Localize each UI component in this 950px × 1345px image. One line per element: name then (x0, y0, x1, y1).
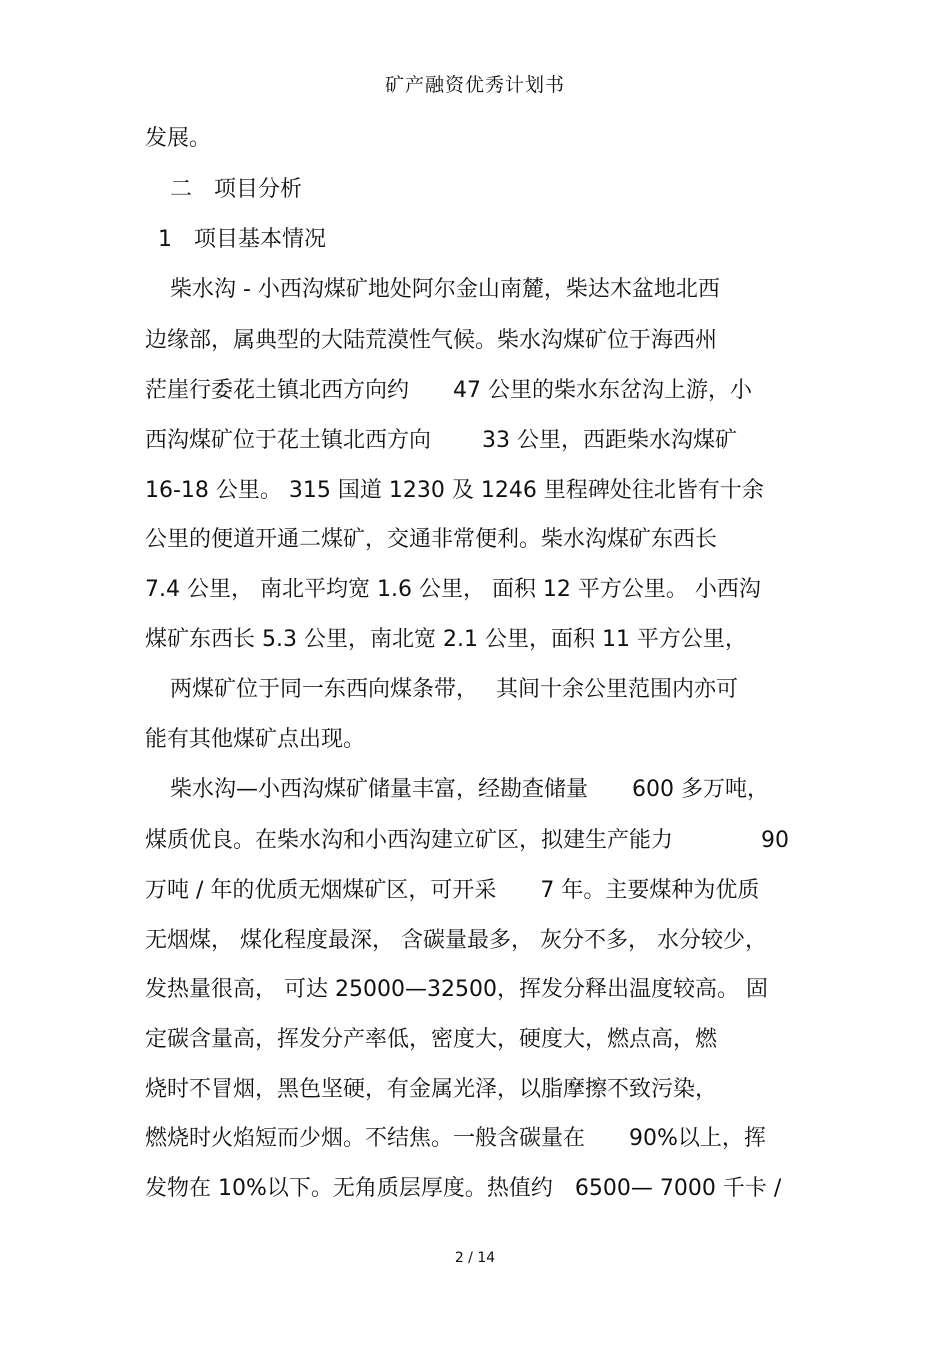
text-line: 万吨 / 年的优质无烟煤矿区，可开采 7 年。主要煤种为优质 (145, 878, 760, 903)
text-line: 发热量很高， 可达 25000—32500，挥发分释出温度较高。 固 (145, 977, 768, 1002)
text-line: 发物在 10%以下。无角质层厚度。热值约 6500— 7000 千卡 / (145, 1176, 782, 1201)
text-line: 西沟煤矿位于花土镇北西方向 33 公里，西距柴水沟煤矿 (145, 428, 737, 453)
text-line: 柴水沟 - 小西沟煤矿地处阿尔金山南麓，柴达木盆地北西 (170, 277, 720, 302)
text-line: 发展。 (145, 126, 212, 151)
text-line: 16-18 公里。 315 国道 1230 及 1246 里程碑处往北皆有十余 (145, 478, 764, 503)
text-line: 边缘部，属典型的大陆荒漠性气候。柴水沟煤矿位于海西州 (145, 328, 718, 353)
text-line: 茫崖行委花土镇北西方向约 47 公里的柴水东岔沟上游，小 (145, 378, 752, 403)
section-heading: 二 项目分析 (170, 177, 303, 202)
page-number: 2 / 14 (454, 1250, 496, 1266)
text-line: 燃烧时火焰短而少烟。不结焦。一般含碳量在 90%以上，挥 (145, 1126, 766, 1151)
document-header-title: 矿产融资优秀计划书 (384, 74, 565, 96)
text-line: 煤质优良。在柴水沟和小西沟建立矿区，拟建生产能力 90 (145, 828, 789, 853)
text-line: 无烟煤， 煤化程度最深， 含碳量最多， 灰分不多， 水分较少， (145, 928, 767, 953)
text-line: 两煤矿位于同一东西向煤条带， 其间十余公里范围内亦可 (170, 677, 738, 702)
subsection-heading: 1 项目基本情况 (158, 227, 326, 252)
text-line: 定碳含量高，挥发分产率低，密度大，硬度大，燃点高，燃 (145, 1027, 718, 1052)
text-line: 能有其他煤矿点出现。 (145, 727, 366, 752)
text-line: 公里的便道开通二煤矿，交通非常便利。柴水沟煤矿东西长 (145, 527, 718, 552)
text-line: 7.4 公里， 南北平均宽 1.6 公里， 面积 12 平方公里。 小西沟 (145, 577, 761, 602)
text-line: 柴水沟—小西沟煤矿储量丰富，经勘查储量 600 多万吨， (170, 777, 769, 802)
text-line: 煤矿东西长 5.3 公里，南北宽 2.1 公里，面积 11 平方公里， (145, 627, 747, 652)
text-line: 烧时不冒烟，黑色坚硬，有金属光泽，以脂摩擦不致污染， (145, 1077, 718, 1102)
